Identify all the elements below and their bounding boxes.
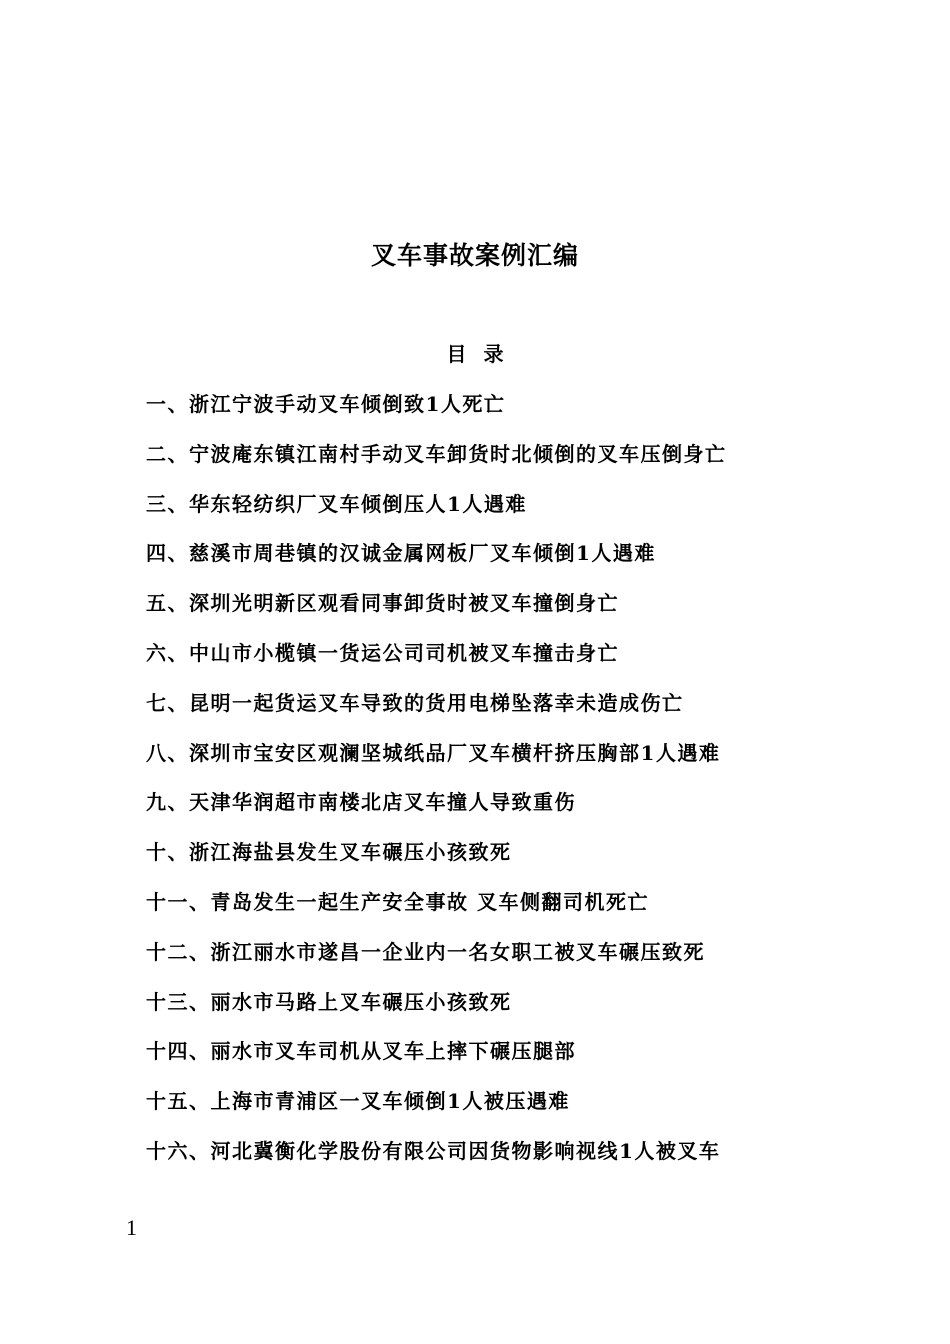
toc-item-14[interactable]: 十四、丽水市叉车司机从叉车上摔下碾压腿部 <box>146 1039 576 1064</box>
toc-item-7[interactable]: 七、昆明一起货运叉车导致的货用电梯坠落幸未造成伤亡 <box>146 690 684 715</box>
toc-heading: 目 录 <box>446 342 504 366</box>
toc-item-13[interactable]: 十三、丽水市马路上叉车碾压小孩致死 <box>146 989 512 1014</box>
toc-item-5[interactable]: 五、深圳光明新区观看同事卸货时被叉车撞倒身亡 <box>146 591 619 616</box>
toc-item-9[interactable]: 九、天津华润超市南楼北店叉车撞人导致重伤 <box>146 790 576 815</box>
toc-item-12[interactable]: 十二、浙江丽水市遂昌一企业内一名女职工被叉车碾压致死 <box>146 939 705 964</box>
toc-item-15[interactable]: 十五、上海市青浦区一叉车倾倒1人被压遇难 <box>146 1089 570 1114</box>
toc-item-16[interactable]: 十六、河北冀衡化学股份有限公司因货物影响视线1人被叉车 <box>146 1138 721 1163</box>
toc-item-6[interactable]: 六、中山市小榄镇一货运公司司机被叉车撞击身亡 <box>146 640 619 665</box>
toc-item-3[interactable]: 三、华东轻纺织厂叉车倾倒压人1人遇难 <box>146 491 527 516</box>
toc-item-1[interactable]: 一、浙江宁波手动叉车倾倒致1人死亡 <box>146 392 506 416</box>
toc-item-11[interactable]: 十一、青岛发生一起生产安全事故 叉车侧翻司机死亡 <box>146 889 649 914</box>
page-number: 1 <box>126 1215 137 1240</box>
toc-item-4[interactable]: 四、慈溪市周巷镇的汉诚金属网板厂叉车倾倒1人遇难 <box>146 541 656 566</box>
toc-item-2[interactable]: 二、宁波庵东镇江南村手动叉车卸货时北倾倒的叉车压倒身亡 <box>146 441 727 466</box>
document-title: 叉车事故案例汇编 <box>370 241 579 270</box>
toc-item-8[interactable]: 八、深圳市宝安区观澜坚城纸品厂叉车横杆挤压胸部1人遇难 <box>146 740 721 765</box>
toc-item-10[interactable]: 十、浙江海盐县发生叉车碾压小孩致死 <box>146 840 512 865</box>
toc-list <box>146 386 846 1183</box>
